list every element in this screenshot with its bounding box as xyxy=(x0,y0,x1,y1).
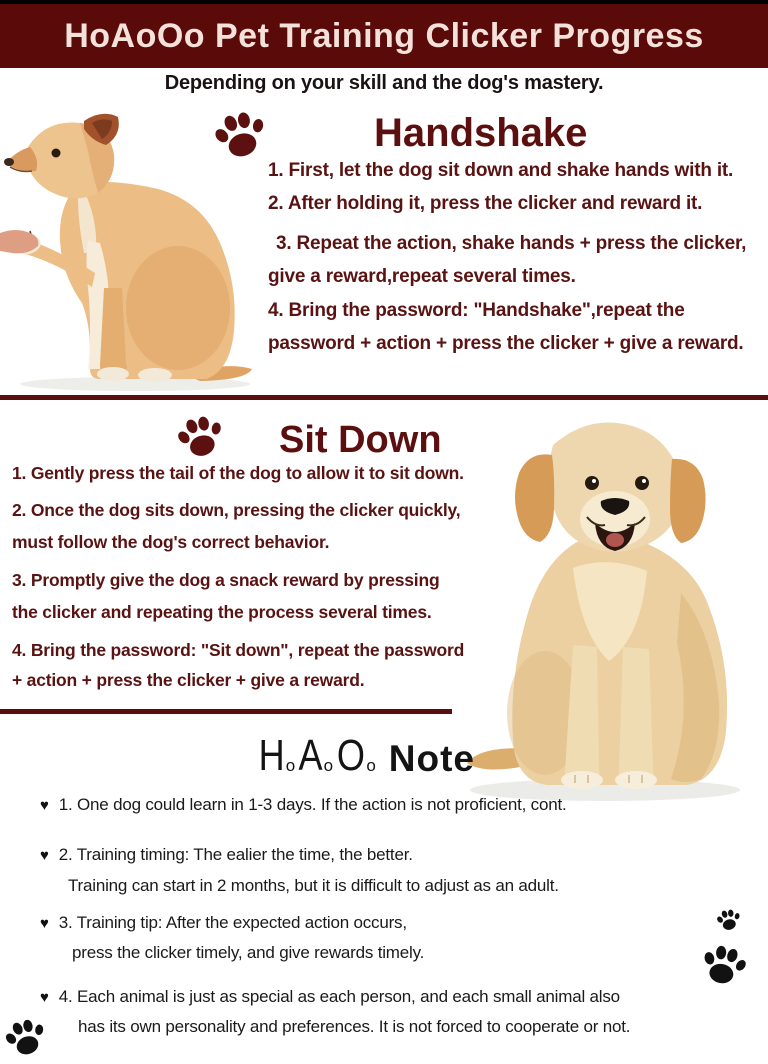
note-item xyxy=(40,795,567,815)
note-item xyxy=(40,987,620,1007)
heart-bullet-icon: ♥ xyxy=(40,847,49,864)
brand-logo xyxy=(256,731,476,780)
sit-down-title: Sit Down xyxy=(279,419,442,461)
header-banner xyxy=(0,4,768,68)
note-item-continuation xyxy=(78,1017,630,1037)
note-text: 1. One dog could learn in 1-3 days. If the action is not proficient, cont. xyxy=(58,795,567,814)
heart-bullet-icon: ♥ xyxy=(40,797,49,814)
sit-down-step-line: the clicker and repeating the process several times. xyxy=(12,602,432,622)
note-text: press the clicker timely, and give rewards timely. xyxy=(72,943,425,962)
heart-bullet-icon: ♥ xyxy=(40,989,49,1006)
note-item xyxy=(40,845,413,865)
note-text: 2. Training timing: The ealier the time, the better. xyxy=(58,845,413,864)
sit-down-step-line: must follow the dog's correct behavior. xyxy=(12,532,330,552)
note-text: 3. Training tip: After the expected action occurs, xyxy=(58,913,407,932)
logo-letter: o xyxy=(323,756,334,776)
handshake-step-line: 1. First, let the dog sit down and shake hands with it. xyxy=(268,160,734,181)
handshake-step-line: 4. Bring the password: "Handshake",repeat the xyxy=(268,300,685,321)
section-divider xyxy=(0,395,768,400)
note-item-continuation xyxy=(68,876,559,896)
handshake-step-line: password + action + press the clicker + give a reward. xyxy=(268,333,744,354)
subtitle: Depending on your skill and the dog's mastery. xyxy=(164,72,604,94)
paw-icon xyxy=(697,936,753,992)
logo-letter: o xyxy=(366,756,376,776)
handshake-title: Handshake xyxy=(374,111,588,155)
note-title: Note xyxy=(388,738,476,780)
handshake-step-line: 2. After holding it, press the clicker and reward it. xyxy=(268,193,703,214)
sit-down-dog-photo xyxy=(455,413,768,808)
sit-down-step-line: 2. Once the dog sits down, pressing the clicker quickly, xyxy=(12,500,461,520)
sit-down-step-line: 1. Gently press the tail of the dog to allow it to sit down. xyxy=(12,463,464,483)
sit-down-step-line: 3. Promptly give the dog a snack reward by pressing xyxy=(12,570,440,590)
logo-letter: O xyxy=(336,731,364,780)
handshake-step-line: give a reward,repeat several times. xyxy=(268,266,576,287)
heart-bullet-icon: ♥ xyxy=(40,915,49,932)
note-item-continuation xyxy=(72,943,424,963)
note-text: Training can start in 2 months, but it is difficult to adjust as an adult. xyxy=(68,876,559,895)
logo-letter: A xyxy=(298,731,322,780)
note-text: 4. Each animal is just as special as each person, and each small animal also xyxy=(58,987,620,1006)
paw-icon xyxy=(169,403,232,466)
sit-down-step-line: + action + press the clicker + give a reward. xyxy=(12,670,365,690)
sit-down-step-line: 4. Bring the password: "Sit down", repeat the password xyxy=(12,640,465,660)
logo-letter: H xyxy=(258,731,284,780)
paw-icon xyxy=(713,903,745,935)
note-text: has its own personality and preferences. It is not forced to cooperate or not. xyxy=(78,1017,631,1036)
section-divider xyxy=(0,709,452,714)
page-title: HoAoOo Pet Training Clicker Progress xyxy=(64,16,704,55)
handshake-step-line: 3. Repeat the action, shake hands + press the clicker, xyxy=(276,233,747,254)
note-item xyxy=(40,913,407,933)
logo-letter: o xyxy=(285,756,296,776)
